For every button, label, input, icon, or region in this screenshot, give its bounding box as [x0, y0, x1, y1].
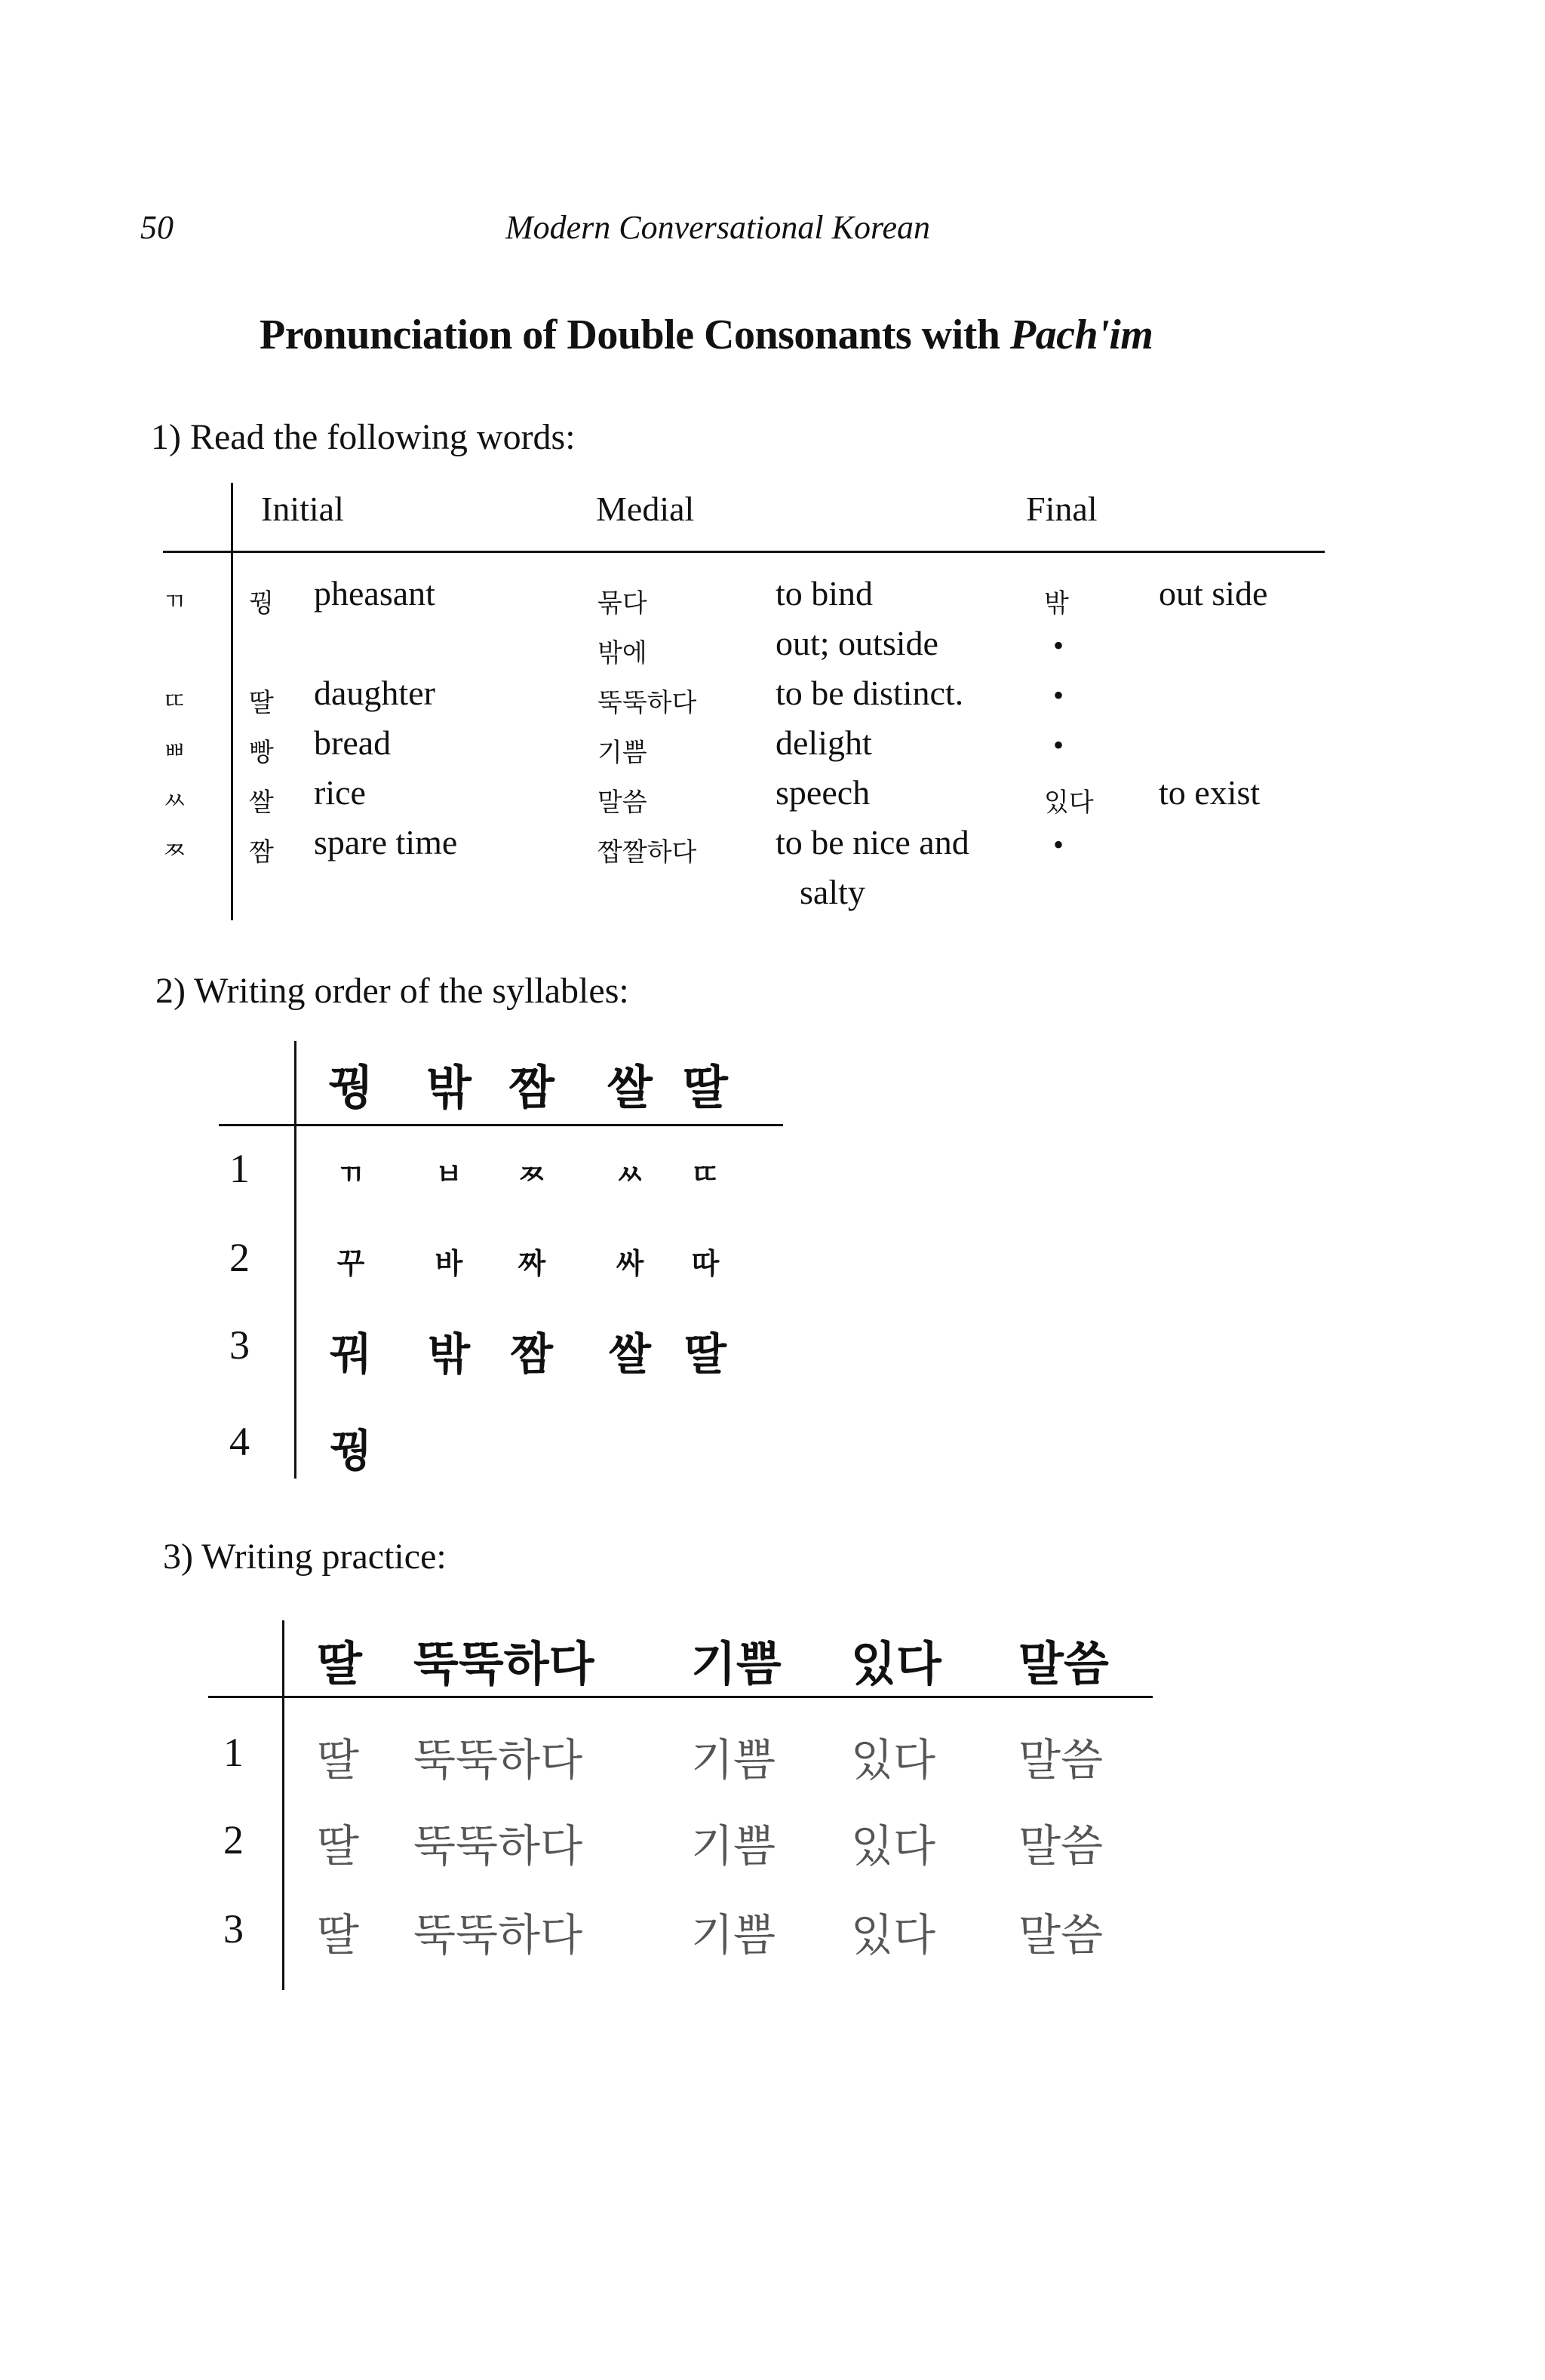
section2-heading: 2) Writing order of the syllables:: [155, 971, 629, 1011]
final-korean: 있다: [1044, 788, 1094, 818]
syllable-header: 꿩: [328, 1060, 373, 1115]
page-number: 50: [140, 209, 174, 246]
final-bullet: •: [1053, 678, 1064, 712]
practice-cell: 딸: [317, 1734, 360, 1786]
practice-cell: 있다: [851, 1909, 936, 1961]
medial-english: to be distinct.: [776, 674, 964, 712]
consonant-label: ㅃ: [163, 736, 186, 765]
table2-vertical-rule: [294, 1041, 296, 1479]
medial-english: salty: [800, 873, 865, 911]
step-cell: 꿩: [329, 1425, 373, 1476]
step-cell: 짬: [510, 1328, 554, 1380]
running-header: Modern Conversational Korean: [505, 209, 930, 246]
practice-cell: 있다: [851, 1820, 936, 1872]
step-number: 1: [229, 1146, 250, 1191]
step-cell: 쌀: [608, 1328, 652, 1380]
consonant-label: ㅆ: [163, 786, 186, 815]
step-cell: 따: [691, 1247, 720, 1280]
final-bullet: •: [1053, 628, 1064, 662]
medial-english: delight: [776, 723, 872, 762]
practice-row-number: 2: [223, 1817, 244, 1863]
initial-english: daughter: [314, 674, 435, 712]
step-cell: 싸: [616, 1247, 644, 1280]
final-english: to exist: [1159, 773, 1261, 812]
initial-korean: 꿩: [249, 588, 274, 619]
practice-cell: 기쁨: [691, 1909, 776, 1961]
medial-korean: 뚝뚝하다: [597, 688, 697, 718]
final-bullet: •: [1053, 728, 1064, 762]
medial-korean: 말씀: [597, 788, 647, 818]
practice-cell: 딸: [317, 1820, 360, 1872]
step-cell: 꾸: [336, 1247, 365, 1280]
section1-heading: 1) Read the following words:: [151, 417, 576, 457]
col-final: Final: [1026, 490, 1098, 528]
initial-korean: 딸: [249, 688, 274, 718]
page-title-italic: Pach'im: [1009, 312, 1153, 358]
initial-english: bread: [314, 723, 392, 762]
col-initial: Initial: [261, 490, 344, 528]
practice-cell: 말씀: [1018, 1909, 1104, 1961]
page-title: [260, 311, 1153, 359]
initial-korean: 짬: [249, 837, 274, 868]
initial-english: pheasant: [314, 574, 435, 613]
table3-header-rule: [208, 1696, 1153, 1698]
consonant-label: ㄲ: [163, 587, 186, 616]
step-cell: 딸: [683, 1328, 727, 1380]
step-number: 4: [229, 1419, 250, 1464]
medial-english: out; outside: [776, 624, 938, 662]
syllable-header: 쌀: [607, 1060, 653, 1115]
practice-cell: 뚝뚝하다: [413, 1820, 583, 1872]
medial-korean: 밖에: [597, 638, 647, 668]
practice-word: 말씀: [1018, 1636, 1109, 1691]
final-english: out side: [1159, 574, 1268, 613]
step-number: 3: [229, 1322, 250, 1368]
practice-word: 뚝뚝하다: [413, 1636, 594, 1691]
practice-cell: 딸: [317, 1909, 360, 1961]
section3-heading: 3) Writing practice:: [163, 1537, 447, 1577]
step-cell: ㅆ: [616, 1158, 644, 1191]
table1-header-rule: [163, 551, 1325, 553]
syllable-header: 짬: [509, 1060, 554, 1115]
consonant-label: ㄸ: [163, 686, 186, 715]
step-cell: ㅉ: [518, 1158, 546, 1191]
initial-english: spare time: [314, 823, 458, 861]
table3-vertical-rule: [282, 1620, 284, 1990]
step-cell: ㄲ: [336, 1158, 365, 1191]
medial-english: to be nice and: [776, 823, 969, 861]
step-cell: 밖: [427, 1328, 471, 1380]
step-cell: 바: [435, 1247, 463, 1280]
initial-korean: 빵: [249, 738, 274, 768]
medial-korean: 기쁨: [597, 738, 647, 768]
practice-cell: 말씀: [1018, 1734, 1104, 1786]
practice-cell: 기쁨: [691, 1820, 776, 1872]
medial-korean: 묶다: [597, 588, 647, 619]
practice-cell: 기쁨: [691, 1734, 776, 1786]
table1-vertical-rule: [231, 483, 233, 920]
initial-english: rice: [314, 773, 366, 812]
syllable-header: 딸: [683, 1060, 728, 1115]
medial-english: speech: [776, 773, 871, 812]
step-cell: ㄸ: [691, 1158, 720, 1191]
practice-word: 있다: [851, 1636, 941, 1691]
step-cell: 꿔: [329, 1328, 373, 1380]
practice-row-number: 3: [223, 1906, 244, 1952]
final-bullet: •: [1053, 828, 1064, 861]
table2-header-rule: [219, 1124, 783, 1126]
practice-word: 딸: [317, 1636, 362, 1691]
final-korean: 밖: [1044, 588, 1069, 619]
page-title-main: Pronunciation of Double Consonants with: [260, 312, 1010, 358]
medial-korean: 짭짤하다: [597, 837, 697, 868]
medial-english: to bind: [776, 574, 874, 613]
col-medial: Medial: [596, 490, 695, 528]
step-cell: 짜: [518, 1247, 546, 1280]
step-cell: ㅂ: [435, 1158, 463, 1191]
step-number: 2: [229, 1235, 250, 1280]
practice-word: 기쁨: [691, 1636, 782, 1691]
practice-cell: 있다: [851, 1734, 936, 1786]
initial-korean: 쌀: [249, 788, 274, 818]
practice-cell: 말씀: [1018, 1820, 1104, 1872]
consonant-label: ㅉ: [163, 836, 186, 864]
practice-row-number: 1: [223, 1730, 244, 1775]
practice-cell: 뚝뚝하다: [413, 1734, 583, 1786]
syllable-header: 밖: [426, 1060, 471, 1115]
practice-cell: 뚝뚝하다: [413, 1909, 583, 1961]
